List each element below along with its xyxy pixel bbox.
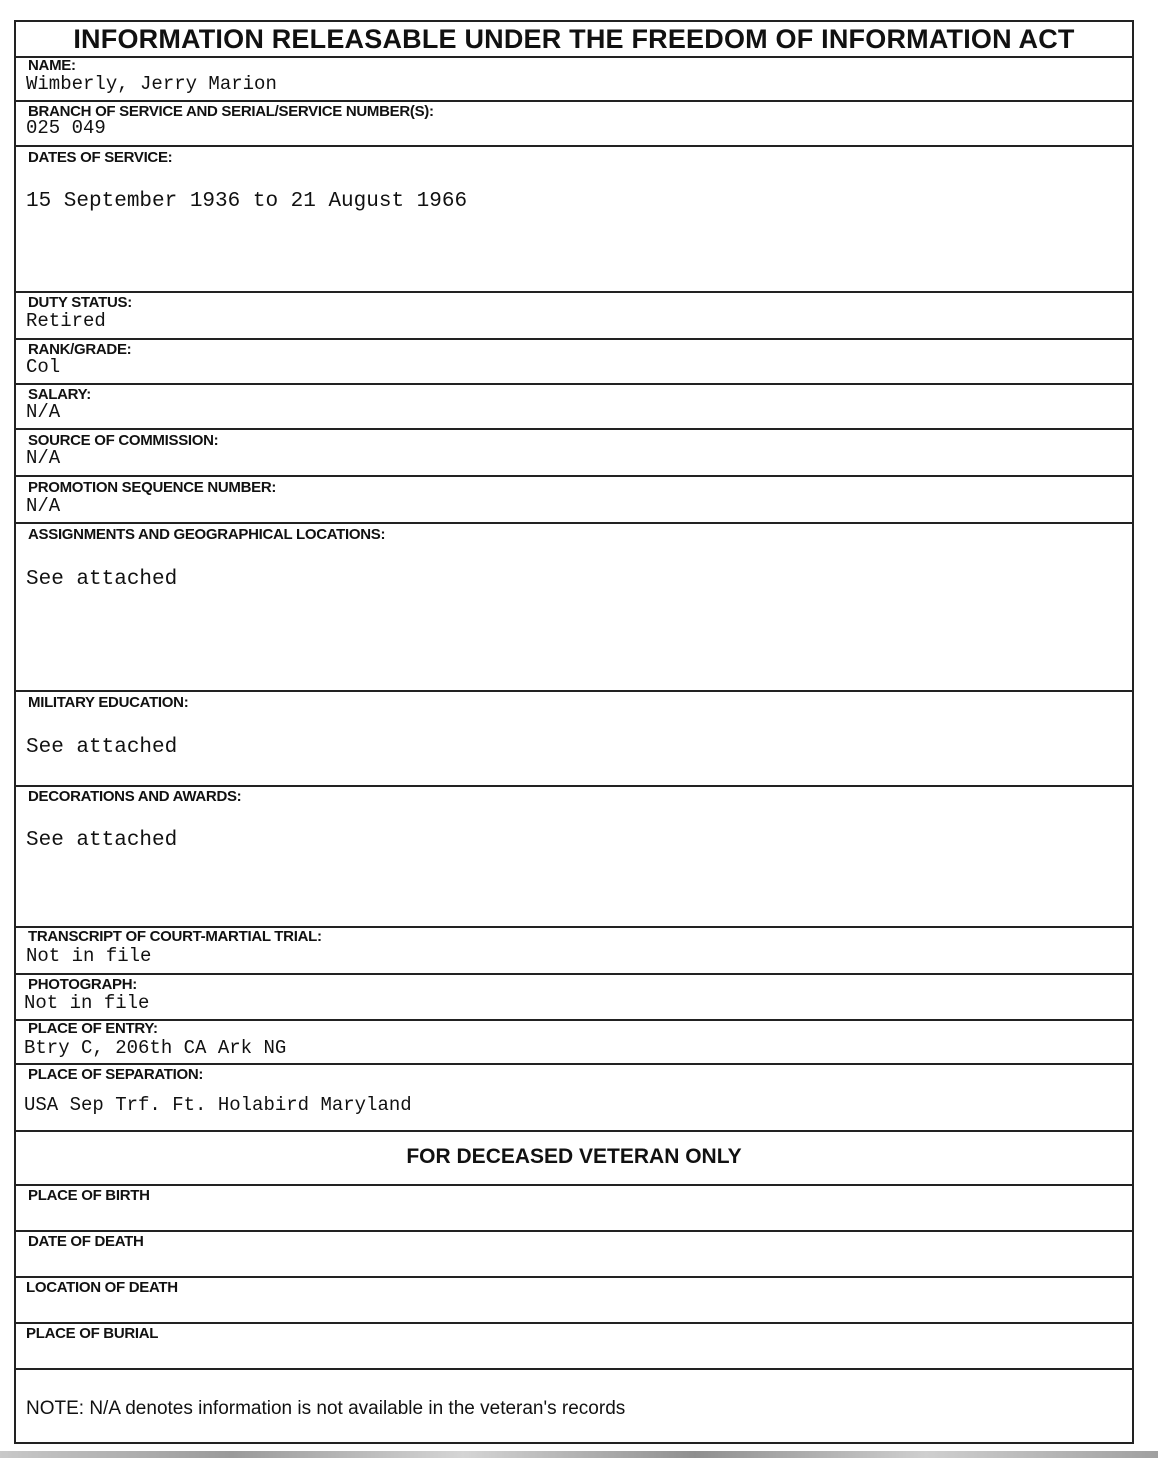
form-title: INFORMATION RELEASABLE UNDER THE FREEDOM OF INFORMATION ACT — [73, 24, 1075, 54]
promotion-label: PROMOTION SEQUENCE NUMBER: — [28, 479, 277, 496]
rank-value: Col — [26, 356, 61, 378]
promotion-row — [16, 477, 1132, 524]
name-row — [16, 58, 1132, 102]
separation-row — [16, 1065, 1132, 1132]
separation-value: USA Sep Trf. Ft. Holabird Maryland — [24, 1094, 412, 1116]
photograph-value: Not in file — [24, 992, 150, 1014]
rank-row — [16, 340, 1132, 385]
decorations-row — [16, 787, 1132, 928]
entry-label: PLACE OF ENTRY: — [28, 1021, 158, 1037]
salary-label: SALARY: — [28, 386, 91, 403]
education-value: See attached — [26, 736, 178, 759]
note-text: NOTE: N/A denotes information is not available in the veteran's records — [26, 1398, 626, 1419]
promotion-value: N/A — [26, 495, 61, 517]
duty-value: Retired — [26, 310, 106, 332]
scan-edge — [0, 1451, 1158, 1458]
salary-row — [16, 385, 1132, 430]
photograph-label: PHOTOGRAPH: — [28, 976, 137, 993]
duty-label: DUTY STATUS: — [28, 294, 132, 311]
death-location-row — [16, 1278, 1132, 1324]
dates-value: 15 September 1936 to 21 August 1966 — [26, 190, 468, 213]
deceased-heading: FOR DECEASED VETERAN ONLY — [406, 1145, 742, 1168]
note-row — [16, 1370, 1132, 1444]
birth-label: PLACE OF BIRTH — [28, 1187, 150, 1204]
photograph-row — [16, 975, 1132, 1021]
branch-label: BRANCH OF SERVICE AND SERIAL/SERVICE NUMBER(S): — [28, 103, 434, 120]
dates-row — [16, 147, 1132, 293]
death-location-label: LOCATION OF DEATH — [26, 1279, 178, 1296]
branch-value: 025 049 — [26, 117, 106, 139]
assignments-value: See attached — [26, 568, 178, 591]
branch-row — [16, 102, 1132, 147]
decorations-label: DECORATIONS AND AWARDS: — [28, 788, 242, 805]
assignments-label: ASSIGNMENTS AND GEOGRAPHICAL LOCATIONS: — [28, 526, 386, 543]
burial-label: PLACE OF BURIAL — [26, 1325, 159, 1342]
name-label: NAME: — [28, 58, 76, 74]
dates-label: DATES OF SERVICE: — [28, 149, 173, 166]
duty-row — [16, 293, 1132, 340]
form-title-row — [16, 22, 1132, 58]
separation-label: PLACE OF SEPARATION: — [28, 1066, 204, 1083]
decorations-value: See attached — [26, 829, 178, 852]
deceased-heading-row — [16, 1132, 1132, 1186]
court-martial-value: Not in file — [26, 945, 152, 967]
rank-label: RANK/GRADE: — [28, 341, 132, 358]
death-date-row — [16, 1232, 1132, 1278]
court-martial-label: TRANSCRIPT OF COURT-MARTIAL TRIAL: — [28, 928, 322, 945]
commission-value: N/A — [26, 447, 61, 469]
assignments-row — [16, 524, 1132, 692]
education-label: MILITARY EDUCATION: — [28, 694, 189, 711]
foia-form — [14, 20, 1134, 1444]
education-row — [16, 692, 1132, 787]
death-date-label: DATE OF DEATH — [28, 1233, 144, 1250]
commission-row — [16, 430, 1132, 477]
salary-value: N/A — [26, 401, 61, 423]
commission-label: SOURCE OF COMMISSION: — [28, 432, 219, 449]
entry-row — [16, 1021, 1132, 1065]
entry-value: Btry C, 206th CA Ark NG — [24, 1037, 287, 1059]
birth-row — [16, 1186, 1132, 1232]
name-value: Wimberly, Jerry Marion — [26, 73, 277, 95]
court-martial-row — [16, 928, 1132, 975]
burial-row — [16, 1324, 1132, 1370]
